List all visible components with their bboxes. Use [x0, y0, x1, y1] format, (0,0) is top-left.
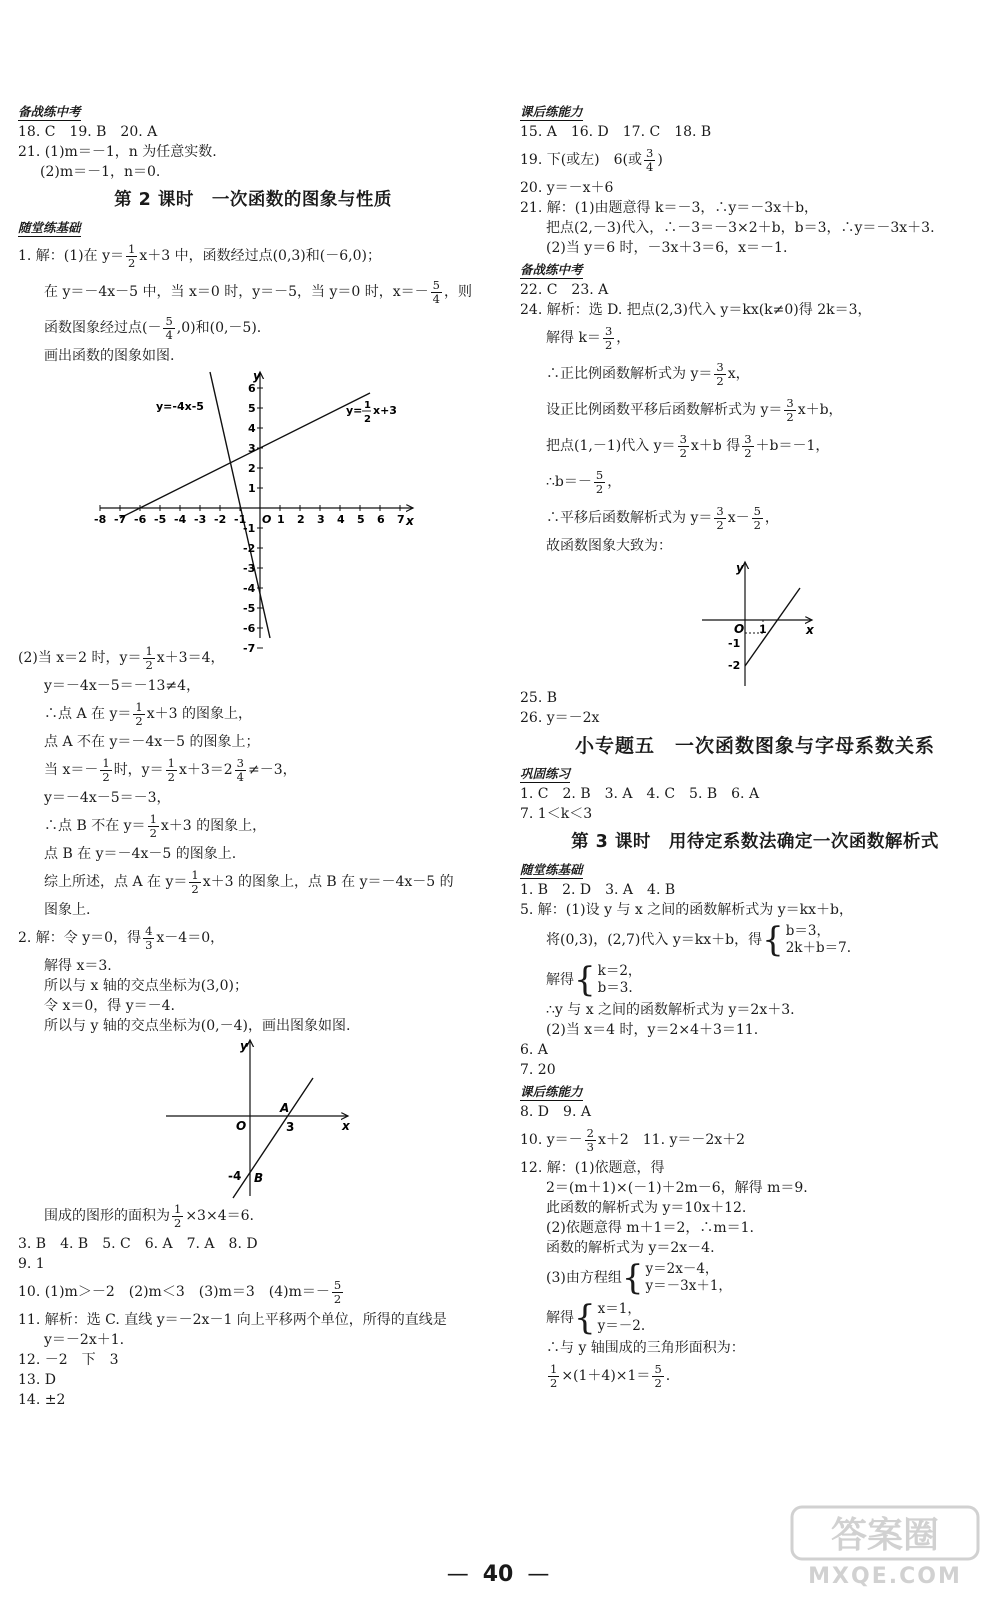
- line-label-2a: y=: [346, 404, 363, 417]
- y-tick-label: 1: [248, 482, 256, 495]
- answer-line: 8. D 9. A: [520, 1104, 591, 1120]
- answer-line: 综上所述，点 A 在 y＝ $\frac{1}{2}$ x＋3 的图象上，点 B 在 y＝－4x－5 的: [44, 867, 454, 896]
- x-tick-label: 6: [377, 513, 385, 526]
- answer-line: y＝－2x＋1.: [44, 1332, 125, 1348]
- answer-line: 20. y＝－x＋6: [520, 180, 614, 196]
- x-tick-label: 3: [317, 513, 325, 526]
- answer-line: 在 y＝－4x－5 中，当 x＝0 时，y＝－5，当 y＝0 时，x＝－ $\frac{5}{4}$ ，则: [44, 277, 472, 306]
- answer-line: 函数图象经过点(－ $\frac{5}{4}$ ,0)和(0,－5).: [44, 313, 262, 342]
- answer-line: 1. C 2. B 3. A 4. C 5. B 6. A: [520, 786, 760, 802]
- answer-line: 10. y＝－ $\frac{2}{3}$ x＋2 11. y＝－2x＋2: [520, 1125, 746, 1154]
- y-tick-label: -7: [243, 642, 256, 655]
- answer-line: ∴平移后函数解析式为 y＝ $\frac{3}{2}$ x－ $\frac{5}{2}$ ，: [546, 503, 779, 532]
- lesson-heading: 第 3 课时 用待定系数法确定一次函数解析式: [571, 832, 939, 852]
- answer-line: ∴正比例函数解析式为 y＝ $\frac{3}{2}$ x，: [546, 359, 750, 388]
- section-label: 随堂练基础: [520, 862, 583, 877]
- answer-line: 2＝(m＋1)×(－1)＋2m－6，解得 m＝9.: [546, 1180, 808, 1196]
- answer-line: 令 x＝0，得 y＝－4.: [44, 998, 175, 1014]
- answer-line: 把点(2,－3)代入，∴－3＝－3×2＋b，b＝3，∴y＝－3x＋3.: [546, 220, 935, 236]
- answer-line: ∴y 与 x 之间的函数解析式为 y＝2x＋3.: [546, 1002, 795, 1018]
- axis-ticks: [94, 382, 405, 655]
- graph-sketch: [520, 558, 990, 688]
- answer-line: ∴与 y 轴围成的三角形面积为：: [546, 1340, 745, 1356]
- answer-line: 19. 下(或左) 6(或 $\frac{3}{4}$ ): [520, 145, 663, 174]
- y-axis-label: y: [736, 561, 744, 575]
- answer-line: (2)当 y＝6 时，－3x＋3＝6，x＝－1.: [546, 240, 788, 256]
- answer-line: (2)m＝－1，n＝0.: [40, 164, 161, 180]
- y-axis-label: y: [240, 1039, 248, 1053]
- section-label: 随堂练基础: [18, 220, 81, 235]
- answer-line: 14. ±2: [18, 1392, 66, 1408]
- y-intercept-label: -4: [228, 1169, 242, 1183]
- left-column: [18, 100, 488, 1410]
- answer-line: ∴b＝－ $\frac{5}{2}$ ，: [546, 467, 622, 496]
- topic-heading: 小专题五 一次函数图象与字母系数关系: [574, 735, 935, 757]
- x-tick-label: 2: [297, 513, 305, 526]
- x-tick-label: -2: [214, 513, 227, 526]
- answer-line: 当 x＝－ $\frac{1}{2}$ 时，y＝ $\frac{1}{2}$ x＋3＝2 $\frac{3}{4}$ ≠－3，: [44, 755, 297, 784]
- answer-line: 18. C 19. B 20. A: [18, 124, 158, 140]
- answer-line: 把点(1,－1)代入 y＝ $\frac{3}{2}$ x＋b 得 $\frac{3}{2}$ ＋b＝－1，: [546, 431, 830, 460]
- answer-line: 函数的解析式为 y＝2x－4.: [546, 1240, 715, 1256]
- origin-label: O: [262, 513, 272, 526]
- section-label: 课后练能力: [520, 104, 583, 119]
- x-tick-label: 7: [397, 513, 405, 526]
- y-axis-label: y: [253, 369, 261, 383]
- x-intercept-label: 3: [286, 1120, 295, 1134]
- x-tick-label: -3: [194, 513, 207, 526]
- answer-line: y＝－4x－5＝－13≠4，: [44, 678, 201, 694]
- x-tick-label: 4: [337, 513, 345, 526]
- answer-line: 解得 x＝3.: [44, 958, 112, 974]
- answer-line: (2)依题意得 m＋1＝2，∴m＝1.: [546, 1220, 755, 1236]
- answer-line: (3)由方程组 { y＝2x－4， y＝－3x＋1，: [546, 1258, 732, 1298]
- answer-line: 图象上.: [44, 902, 91, 918]
- x-tick-label: -4: [174, 513, 187, 526]
- answer-line: 将(0,3)，(2,7)代入 y＝kx＋b，得 { b＝3， 2k＋b＝7.: [546, 920, 852, 960]
- section-label: 课后练能力: [520, 1084, 583, 1099]
- x-axis-label: x: [342, 1119, 350, 1133]
- answer-line: 解得 { x＝1， y＝－2.: [546, 1298, 646, 1338]
- answer-line: 9. 1: [18, 1256, 45, 1272]
- y-tick-label: 6: [248, 382, 256, 395]
- y-tick-label: -6: [243, 622, 256, 635]
- svg-text:MXQE.COM: MXQE.COM: [808, 1564, 962, 1589]
- answer-line: 21. (1)m＝－1，n 为任意实数.: [18, 144, 217, 160]
- answer-line: 点 B 在 y＝－4x－5 的图象上.: [44, 846, 237, 862]
- answer-line: ∴点 A 在 y＝ $\frac{1}{2}$ x＋3 的图象上，: [44, 699, 252, 728]
- answer-line: 1. 解：(1)在 y＝ $\frac{1}{2}$ x＋3 中，函数经过点(0,3)和(－6,0)；: [18, 241, 381, 270]
- answer-line: 12. －2 下 3: [18, 1352, 119, 1368]
- answer-line: y＝－4x－5＝－3，: [44, 790, 171, 806]
- lesson-heading: 第 2 课时 一次函数的图象与性质: [114, 190, 392, 210]
- y-tick-label: 5: [248, 402, 256, 415]
- line-label-2b: x+3: [373, 404, 397, 417]
- svg-text:答案圈: 答案圈: [830, 1515, 940, 1556]
- y-tick-label: -5: [243, 602, 256, 615]
- answer-line: (2)当 x＝4 时，y＝2×4＋3＝11.: [546, 1022, 759, 1038]
- x-tick-label: -6: [134, 513, 147, 526]
- y-tick-label: 2: [248, 462, 256, 475]
- tick-label: 1: [759, 623, 767, 636]
- x-axis-label: x: [406, 514, 414, 528]
- x-axis-label: x: [806, 623, 814, 637]
- answer-line: 10. (1)m＞－2 (2)m＜3 (3)m＝3 (4)m＝－ $\frac{5}{2}$: [18, 1277, 342, 1306]
- answer-line: 3. B 4. B 5. C 6. A 7. A 8. D: [18, 1236, 258, 1252]
- answer-line: 设正比例函数平移后函数解析式为 y＝ $\frac{3}{2}$ x＋b，: [546, 395, 843, 424]
- answer-line: 所以与 x 轴的交点坐标为(3,0)；: [44, 978, 248, 994]
- answer-line: 7. 1＜k＜3: [520, 806, 593, 822]
- origin-label: O: [734, 622, 745, 636]
- answer-line: $\frac{1}{2}$ ×(1＋4)×1＝ $\frac{5}{2}$ .: [550, 1361, 671, 1390]
- x-tick-label: -5: [154, 513, 167, 526]
- line-label-2-den: 2: [364, 414, 371, 425]
- origin-label: O: [236, 1119, 247, 1133]
- answer-line: 12. 解：(1)依题意，得: [520, 1160, 665, 1176]
- answer-line: 22. C 23. A: [520, 282, 609, 298]
- y-tick-label: -4: [243, 582, 256, 595]
- x-tick-label: -1: [234, 513, 247, 526]
- answer-line: 所以与 y 轴的交点坐标为(0,－4)，画出图象如图.: [44, 1018, 351, 1034]
- tick-label: -2: [728, 659, 741, 672]
- answer-line: 24. 解析：选 D. 把点(2,3)代入 y＝kx(k≠0)得 2k＝3，: [520, 302, 872, 318]
- y-tick-label: -1: [243, 522, 256, 535]
- answer-line: 此函数的解析式为 y＝10x＋12.: [546, 1200, 747, 1216]
- x-tick-label: -7: [114, 513, 127, 526]
- answer-line: 7. 20: [520, 1062, 556, 1078]
- answer-line: 6. A: [520, 1042, 548, 1058]
- answer-line: 15. A 16. D 17. C 18. B: [520, 124, 712, 140]
- answer-line: (2)当 x＝2 时，y＝ $\frac{1}{2}$ x＋3＝4，: [18, 643, 225, 672]
- section-label: 备战练中考: [18, 104, 81, 119]
- answer-line: ∴点 B 不在 y＝ $\frac{1}{2}$ x＋3 的图象上，: [44, 811, 267, 840]
- line-label-2-num: 1: [364, 400, 371, 411]
- y-tick-label: -2: [243, 542, 256, 555]
- section-label: 巩固练习: [520, 766, 571, 781]
- answer-line: 5. 解：(1)设 y 与 x 之间的函数解析式为 y＝kx＋b，: [520, 902, 853, 918]
- answer-line: 解得 { k＝2， b＝3.: [546, 960, 642, 1000]
- answer-line: 25. B: [520, 690, 558, 706]
- y-tick-label: -3: [243, 562, 256, 575]
- x-tick-label: 5: [357, 513, 365, 526]
- answer-line: 故函数图象大致为：: [546, 538, 672, 554]
- x-tick-label: -8: [94, 513, 107, 526]
- right-column: [520, 100, 990, 1394]
- graph-single-line: [18, 1038, 488, 1198]
- page-number: 40: [482, 1562, 514, 1587]
- graph-two-lines: [18, 369, 488, 655]
- tick-label: -1: [728, 637, 741, 650]
- answer-line: 21. 解：(1)由题意得 k＝－3，∴y＝－3x＋b，: [520, 200, 819, 216]
- y-tick-label: 4: [248, 422, 256, 435]
- section-label: 备战练中考: [520, 262, 583, 277]
- page-footer: — 40 —: [446, 1562, 550, 1587]
- answer-line: 点 A 不在 y＝－4x－5 的图象上；: [44, 734, 260, 750]
- answer-line: 解得 k＝ $\frac{3}{2}$ ，: [546, 323, 631, 352]
- answer-line: 13. D: [18, 1372, 56, 1388]
- answer-line: 26. y＝－2x: [520, 710, 600, 726]
- answer-line: 1. B 2. D 3. A 4. B: [520, 882, 676, 898]
- point-b-label: B: [254, 1171, 264, 1185]
- point-a-label: A: [280, 1101, 290, 1115]
- x-tick-label: 1: [277, 513, 285, 526]
- answer-line: 11. 解析：选 C. 直线 y＝－2x－1 向上平移两个单位，所得的直线是: [18, 1312, 447, 1328]
- answer-line: 围成的图形的面积为 $\frac{1}{2}$ ×3×4＝6.: [44, 1201, 254, 1230]
- answer-line: 2. 解：令 y＝0，得 $\frac{4}{3}$ x－4＝0，: [18, 923, 225, 952]
- line-label-1: y=-4x-5: [156, 400, 204, 413]
- answer-line: 画出函数的图象如图.: [44, 348, 175, 364]
- y-tick-label: 3: [248, 442, 256, 455]
